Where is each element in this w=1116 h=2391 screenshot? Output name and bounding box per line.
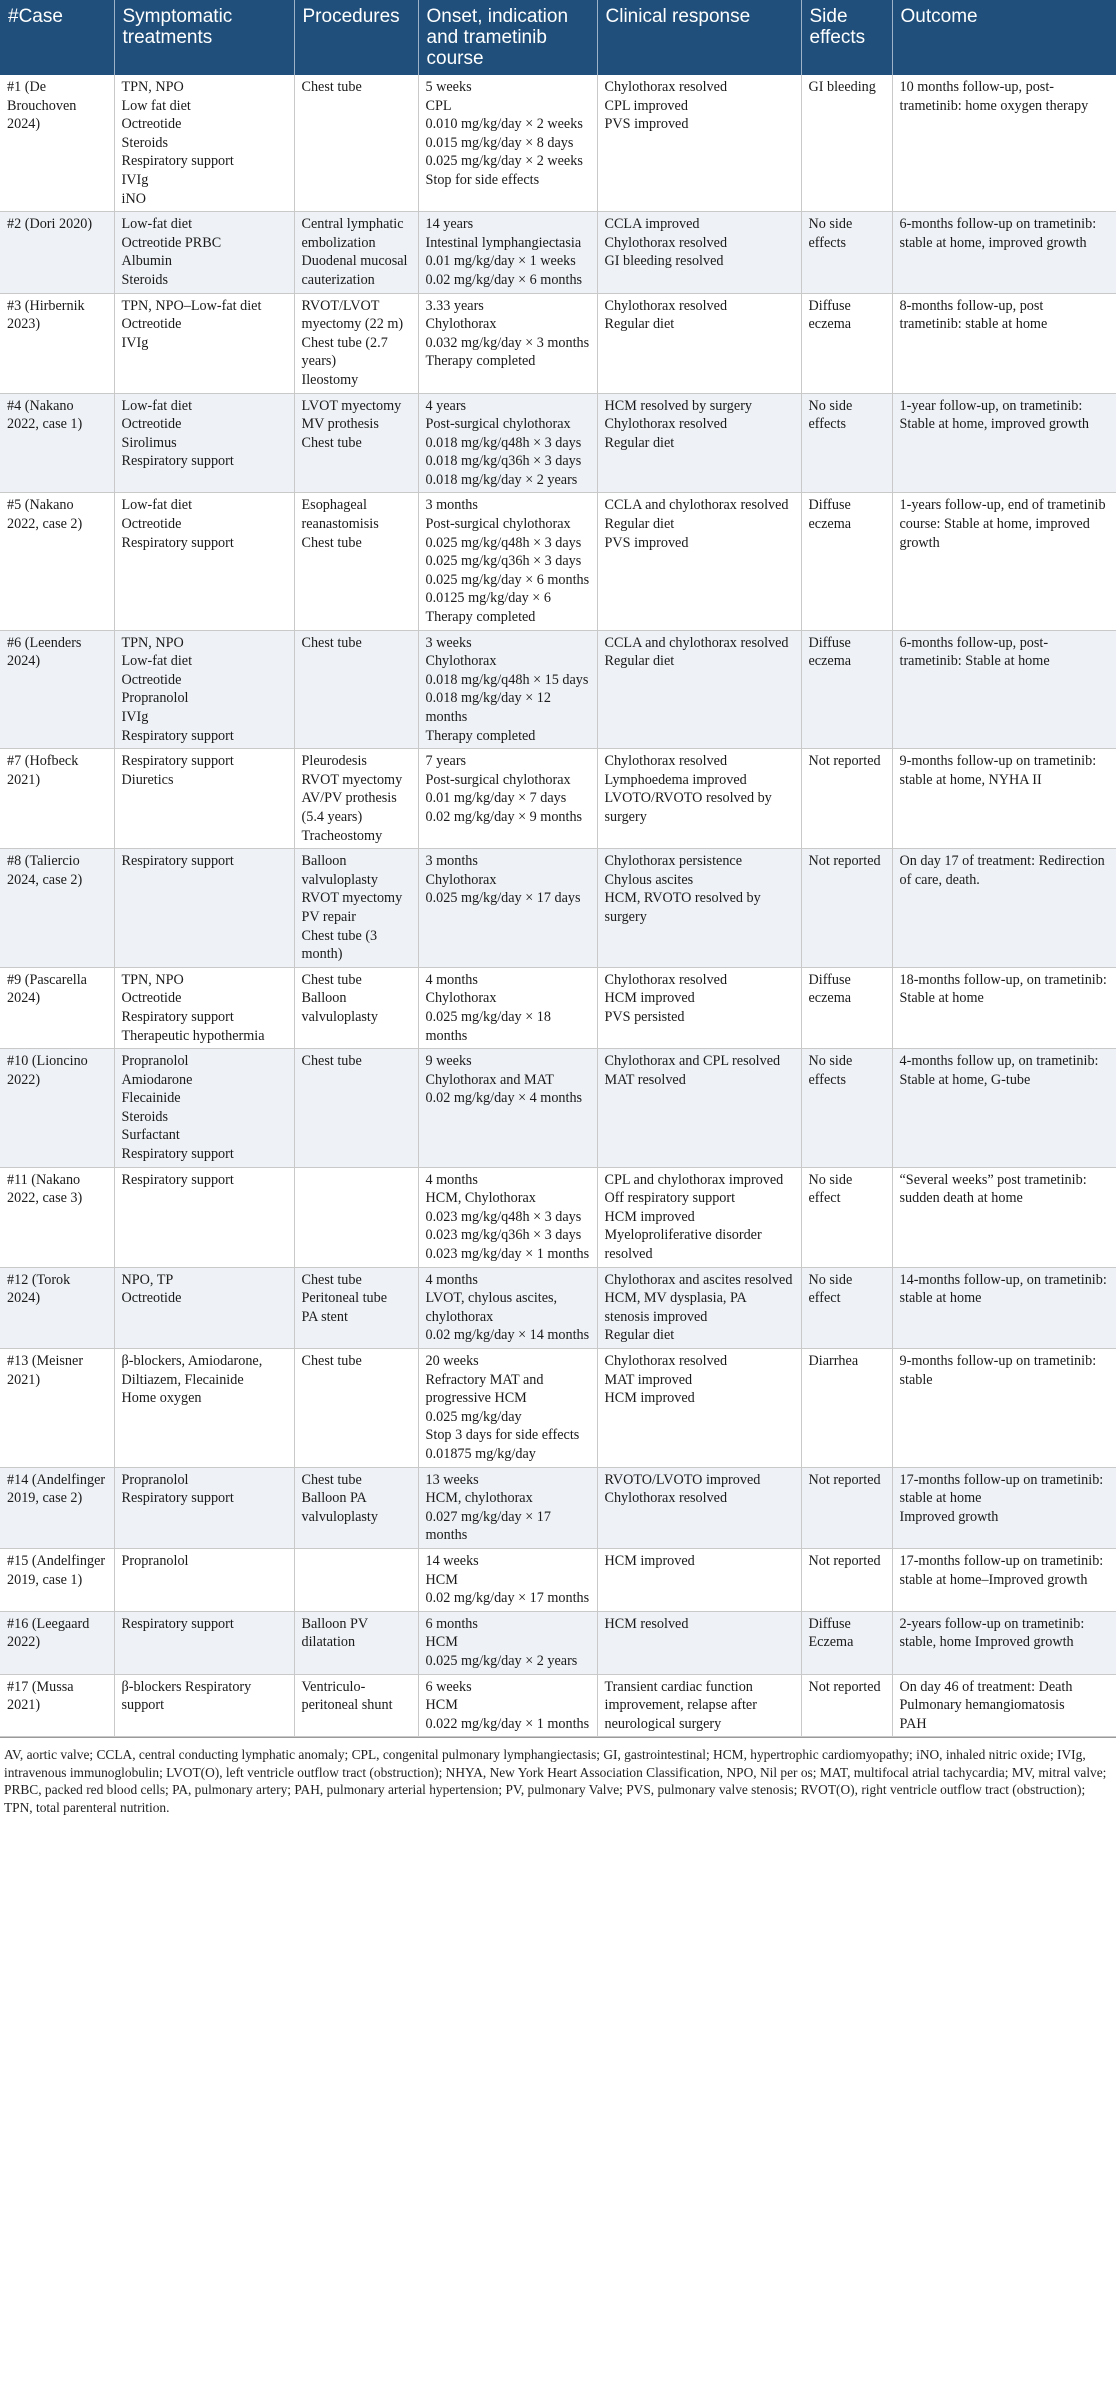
cell-procedures: LVOT myectomy MV prothesis Chest tube bbox=[294, 393, 418, 493]
cell-clinical-response: Chylothorax resolved CPL improved PVS improved bbox=[597, 75, 801, 212]
cell-onset-course: 5 weeks CPL 0.010 mg/kg/day × 2 weeks 0.015 mg/kg/day × 8 days 0.025 mg/kg/day × 2 weeks Stop for side effects bbox=[418, 75, 597, 212]
table-row bbox=[0, 630, 1116, 749]
cell-side-effects: Not reported bbox=[801, 849, 892, 968]
cell-clinical-response: Chylothorax resolved HCM improved PVS persisted bbox=[597, 967, 801, 1048]
cell-symptomatic-treatments: Respiratory support bbox=[114, 1611, 294, 1674]
cell-clinical-response: RVOTO/LVOTO improved Chylothorax resolved bbox=[597, 1467, 801, 1548]
cell-onset-course: 4 months HCM, Chylothorax 0.023 mg/kg/q48h × 3 days 0.023 mg/kg/q36h × 3 days 0.023 mg/kg/day × 1 months bbox=[418, 1167, 597, 1267]
cell-case: #7 (Hofbeck 2021) bbox=[0, 749, 114, 849]
header-row bbox=[0, 0, 1116, 75]
table-row bbox=[0, 1611, 1116, 1674]
cell-case: #4 (Nakano 2022, case 1) bbox=[0, 393, 114, 493]
cell-procedures: Chest tube Peritoneal tube PA stent bbox=[294, 1267, 418, 1348]
cell-outcome: 17-months follow-up on trametinib: stable at home Improved growth bbox=[892, 1467, 1116, 1548]
cell-side-effects: Diffuse eczema bbox=[801, 967, 892, 1048]
cell-symptomatic-treatments: TPN, NPO Low fat diet Octreotide Steroids Respiratory support IVIg iNO bbox=[114, 75, 294, 212]
cell-case: #13 (Meisner 2021) bbox=[0, 1349, 114, 1468]
cell-clinical-response: HCM improved bbox=[597, 1548, 801, 1611]
header-onset-indication-course: Onset, indication and trametinib course bbox=[418, 0, 597, 75]
table-row bbox=[0, 1349, 1116, 1468]
cell-case: #16 (Leegaard 2022) bbox=[0, 1611, 114, 1674]
cell-clinical-response: HCM resolved bbox=[597, 1611, 801, 1674]
cell-procedures: Pleurodesis RVOT myectomy AV/PV prothesis (5.4 years) Tracheostomy bbox=[294, 749, 418, 849]
cell-symptomatic-treatments: TPN, NPO Octreotide Respiratory support Therapeutic hypothermia bbox=[114, 967, 294, 1048]
cell-onset-course: 9 weeks Chylothorax and MAT 0.02 mg/kg/day × 4 months bbox=[418, 1049, 597, 1168]
table-row bbox=[0, 1674, 1116, 1737]
cell-outcome: 8-months follow-up, post trametinib: stable at home bbox=[892, 293, 1116, 393]
table-row bbox=[0, 1467, 1116, 1548]
cell-outcome: 10 months follow-up, post-trametinib: home oxygen therapy bbox=[892, 75, 1116, 212]
table-row bbox=[0, 1049, 1116, 1168]
cell-clinical-response: Chylothorax and CPL resolved MAT resolved bbox=[597, 1049, 801, 1168]
cell-procedures: Chest tube bbox=[294, 630, 418, 749]
cell-onset-course: 4 months LVOT, chylous ascites, chylothorax 0.02 mg/kg/day × 14 months bbox=[418, 1267, 597, 1348]
cell-side-effects: No side effects bbox=[801, 1049, 892, 1168]
cell-procedures: Esophageal reanastomisis Chest tube bbox=[294, 493, 418, 630]
table-row bbox=[0, 1167, 1116, 1267]
cell-onset-course: 3 months Chylothorax 0.025 mg/kg/day × 17 days bbox=[418, 849, 597, 968]
cell-case: #11 (Nakano 2022, case 3) bbox=[0, 1167, 114, 1267]
cell-outcome: 14-months follow-up, on trametinib: stable at home bbox=[892, 1267, 1116, 1348]
cell-case: #3 (Hirbernik 2023) bbox=[0, 293, 114, 393]
cell-case: #5 (Nakano 2022, case 2) bbox=[0, 493, 114, 630]
table-row bbox=[0, 75, 1116, 212]
cell-outcome: On day 17 of treatment: Redirection of care, death. bbox=[892, 849, 1116, 968]
cell-procedures: Balloon valvuloplasty RVOT myectomy PV repair Chest tube (3 month) bbox=[294, 849, 418, 968]
header-side-effects: Side effects bbox=[801, 0, 892, 75]
cell-clinical-response: Transient cardiac function improvement, relapse after neurological surgery bbox=[597, 1674, 801, 1737]
cell-symptomatic-treatments: Propranolol Amiodarone Flecainide Steroids Surfactant Respiratory support bbox=[114, 1049, 294, 1168]
table-row bbox=[0, 212, 1116, 293]
cell-case: #17 (Mussa 2021) bbox=[0, 1674, 114, 1737]
cell-onset-course: 3.33 years Chylothorax 0.032 mg/kg/day × 3 months Therapy completed bbox=[418, 293, 597, 393]
cell-outcome: 2-years follow-up on trametinib: stable, home Improved growth bbox=[892, 1611, 1116, 1674]
cell-clinical-response: CPL and chylothorax improved Off respiratory support HCM improved Myeloproliferative disorder resolved bbox=[597, 1167, 801, 1267]
cell-clinical-response: Chylothorax persistence Chylous ascites HCM, RVOTO resolved by surgery bbox=[597, 849, 801, 968]
cell-procedures: RVOT/LVOT myectomy (22 m) Chest tube (2.7 years) Ileostomy bbox=[294, 293, 418, 393]
cell-onset-course: 7 years Post-surgical chylothorax 0.01 mg/kg/day × 7 days 0.02 mg/kg/day × 9 months bbox=[418, 749, 597, 849]
cell-procedures bbox=[294, 1167, 418, 1267]
table-row bbox=[0, 1267, 1116, 1348]
cell-outcome: 4-months follow up, on trametinib: Stable at home, G-tube bbox=[892, 1049, 1116, 1168]
cell-side-effects: Diffuse Eczema bbox=[801, 1611, 892, 1674]
cell-procedures: Chest tube Balloon valvuloplasty bbox=[294, 967, 418, 1048]
cell-clinical-response: Chylothorax and ascites resolved HCM, MV dysplasia, PA stenosis improved Regular diet bbox=[597, 1267, 801, 1348]
cell-case: #14 (Andelfinger 2019, case 2) bbox=[0, 1467, 114, 1548]
cell-outcome: 17-months follow-up on trametinib: stable at home–Improved growth bbox=[892, 1548, 1116, 1611]
cell-onset-course: 6 weeks HCM 0.022 mg/kg/day × 1 months bbox=[418, 1674, 597, 1737]
header-procedures: Procedures bbox=[294, 0, 418, 75]
cell-side-effects: Diffuse eczema bbox=[801, 493, 892, 630]
cell-outcome: 6-months follow-up, post-trametinib: Stable at home bbox=[892, 630, 1116, 749]
cell-clinical-response: CCLA and chylothorax resolved Regular diet bbox=[597, 630, 801, 749]
cell-symptomatic-treatments: NPO, TP Octreotide bbox=[114, 1267, 294, 1348]
cell-symptomatic-treatments: Respiratory support Diuretics bbox=[114, 749, 294, 849]
cell-onset-course: 3 weeks Chylothorax 0.018 mg/kg/q48h × 15 days 0.018 mg/kg/day × 12 months Therapy completed bbox=[418, 630, 597, 749]
cell-case: #12 (Torok 2024) bbox=[0, 1267, 114, 1348]
cell-onset-course: 14 weeks HCM 0.02 mg/kg/day × 17 months bbox=[418, 1548, 597, 1611]
cell-onset-course: 4 years Post-surgical chylothorax 0.018 mg/kg/q48h × 3 days 0.018 mg/kg/q36h × 3 days 0.018 mg/kg/day × 2 years bbox=[418, 393, 597, 493]
cell-symptomatic-treatments: TPN, NPO Low-fat diet Octreotide Propranolol IVIg Respiratory support bbox=[114, 630, 294, 749]
cell-onset-course: 3 months Post-surgical chylothorax 0.025 mg/kg/q48h × 3 days 0.025 mg/kg/q36h × 3 days 0.025 mg/kg/day × 6 months 0.0125 mg/kg/day × 6 Therapy completed bbox=[418, 493, 597, 630]
abbreviations-footnote: AV, aortic valve; CCLA, central conducting lymphatic anomaly; CPL, congenital pulmonary lymphangiectasis; GI, gastrointestinal; HCM, hypertrophic cardiomyopathy; iNO, inhaled nitric oxide; IVIg, intravenous immunoglobulin; LVOT(O), left ventricle outflow tract (obstruction); NHYA, New York Heart Association Classification, NPO, Nil per os; MAT, multifocal atrial tachycardia; MV, mitral valve; PRBC, packed red blood cells; PA, pulmonary artery; PAH, pulmonary arterial hypertension; PV, pulmonary Valve; PVS, pulmonary valve stenosis; RVOT(O), right ventricle outflow tract (obstruction); TPN, total parenteral nutrition. bbox=[0, 1737, 1116, 1816]
cell-clinical-response: CCLA and chylothorax resolved Regular diet PVS improved bbox=[597, 493, 801, 630]
cell-onset-course: 13 weeks HCM, chylothorax 0.027 mg/kg/day × 17 months bbox=[418, 1467, 597, 1548]
cell-outcome: 9-months follow-up on trametinib: stable bbox=[892, 1349, 1116, 1468]
cell-side-effects: No side effects bbox=[801, 212, 892, 293]
cell-procedures: Chest tube Balloon PA valvuloplasty bbox=[294, 1467, 418, 1548]
cell-onset-course: 4 months Chylothorax 0.025 mg/kg/day × 18 months bbox=[418, 967, 597, 1048]
cell-clinical-response: Chylothorax resolved Regular diet bbox=[597, 293, 801, 393]
table-row bbox=[0, 393, 1116, 493]
cell-symptomatic-treatments: Respiratory support bbox=[114, 849, 294, 968]
cell-side-effects: No side effect bbox=[801, 1267, 892, 1348]
cell-case: #9 (Pascarella 2024) bbox=[0, 967, 114, 1048]
cell-case: #1 (De Brouchoven 2024) bbox=[0, 75, 114, 212]
cell-case: #8 (Taliercio 2024, case 2) bbox=[0, 849, 114, 968]
cell-procedures: Balloon PV dilatation bbox=[294, 1611, 418, 1674]
cell-symptomatic-treatments: Low-fat diet Octreotide PRBC Albumin Steroids bbox=[114, 212, 294, 293]
table-row bbox=[0, 849, 1116, 968]
cell-side-effects: Not reported bbox=[801, 749, 892, 849]
cell-case: #2 (Dori 2020) bbox=[0, 212, 114, 293]
cell-outcome: On day 46 of treatment: Death Pulmonary hemangiomatosis PAH bbox=[892, 1674, 1116, 1737]
cell-side-effects: Diarrhea bbox=[801, 1349, 892, 1468]
cell-onset-course: 14 years Intestinal lymphangiectasia 0.01 mg/kg/day × 1 weeks 0.02 mg/kg/day × 6 months bbox=[418, 212, 597, 293]
header-symptomatic-treatments: Symptomatic treatments bbox=[114, 0, 294, 75]
cell-side-effects: No side effects bbox=[801, 393, 892, 493]
cell-outcome: 1-years follow-up, end of trametinib course: Stable at home, improved growth bbox=[892, 493, 1116, 630]
cell-symptomatic-treatments: TPN, NPO–Low-fat diet Octreotide IVIg bbox=[114, 293, 294, 393]
cell-case: #10 (Lioncino 2022) bbox=[0, 1049, 114, 1168]
cell-side-effects: GI bleeding bbox=[801, 75, 892, 212]
table-row bbox=[0, 967, 1116, 1048]
table-row bbox=[0, 749, 1116, 849]
cell-procedures bbox=[294, 1548, 418, 1611]
cell-side-effects: Not reported bbox=[801, 1467, 892, 1548]
cell-symptomatic-treatments: Low-fat diet Octreotide Sirolimus Respiratory support bbox=[114, 393, 294, 493]
header-outcome: Outcome bbox=[892, 0, 1116, 75]
table-row bbox=[0, 293, 1116, 393]
cell-side-effects: No side effect bbox=[801, 1167, 892, 1267]
cell-outcome: 9-months follow-up on trametinib: stable at home, NYHA II bbox=[892, 749, 1116, 849]
header-clinical-response: Clinical response bbox=[597, 0, 801, 75]
cell-procedures: Ventriculo-peritoneal shunt bbox=[294, 1674, 418, 1737]
cell-outcome: 18-months follow-up, on trametinib: Stable at home bbox=[892, 967, 1116, 1048]
cell-side-effects: Diffuse eczema bbox=[801, 293, 892, 393]
cell-outcome: 1-year follow-up, on trametinib: Stable at home, improved growth bbox=[892, 393, 1116, 493]
cell-symptomatic-treatments: Propranolol Respiratory support bbox=[114, 1467, 294, 1548]
cell-procedures: Chest tube bbox=[294, 1049, 418, 1168]
cell-clinical-response: Chylothorax resolved MAT improved HCM improved bbox=[597, 1349, 801, 1468]
table-body bbox=[0, 75, 1116, 1737]
cell-procedures: Central lymphatic embolization Duodenal mucosal cauterization bbox=[294, 212, 418, 293]
cell-symptomatic-treatments: β-blockers Respiratory support bbox=[114, 1674, 294, 1737]
cell-outcome: “Several weeks” post trametinib: sudden death at home bbox=[892, 1167, 1116, 1267]
cell-procedures: Chest tube bbox=[294, 1349, 418, 1468]
cell-side-effects: Not reported bbox=[801, 1674, 892, 1737]
cell-clinical-response: HCM resolved by surgery Chylothorax resolved Regular diet bbox=[597, 393, 801, 493]
cell-symptomatic-treatments: Respiratory support bbox=[114, 1167, 294, 1267]
cell-clinical-response: CCLA improved Chylothorax resolved GI bleeding resolved bbox=[597, 212, 801, 293]
cell-side-effects: Not reported bbox=[801, 1548, 892, 1611]
table-row bbox=[0, 493, 1116, 630]
cell-case: #15 (Andelfinger 2019, case 1) bbox=[0, 1548, 114, 1611]
cell-clinical-response: Chylothorax resolved Lymphoedema improved LVOTO/RVOTO resolved by surgery bbox=[597, 749, 801, 849]
cell-symptomatic-treatments: Propranolol bbox=[114, 1548, 294, 1611]
table-header bbox=[0, 0, 1116, 75]
table-row bbox=[0, 1548, 1116, 1611]
cell-onset-course: 20 weeks Refractory MAT and progressive HCM 0.025 mg/kg/day Stop 3 days for side effects 0.01875 mg/kg/day bbox=[418, 1349, 597, 1468]
cell-onset-course: 6 months HCM 0.025 mg/kg/day × 2 years bbox=[418, 1611, 597, 1674]
header-case: #Case bbox=[0, 0, 114, 75]
cell-outcome: 6-months follow-up on trametinib: stable at home, improved growth bbox=[892, 212, 1116, 293]
cell-symptomatic-treatments: Low-fat diet Octreotide Respiratory support bbox=[114, 493, 294, 630]
cell-procedures: Chest tube bbox=[294, 75, 418, 212]
cell-side-effects: Diffuse eczema bbox=[801, 630, 892, 749]
cell-symptomatic-treatments: β-blockers, Amiodarone, Diltiazem, Flecainide Home oxygen bbox=[114, 1349, 294, 1468]
cell-case: #6 (Leenders 2024) bbox=[0, 630, 114, 749]
